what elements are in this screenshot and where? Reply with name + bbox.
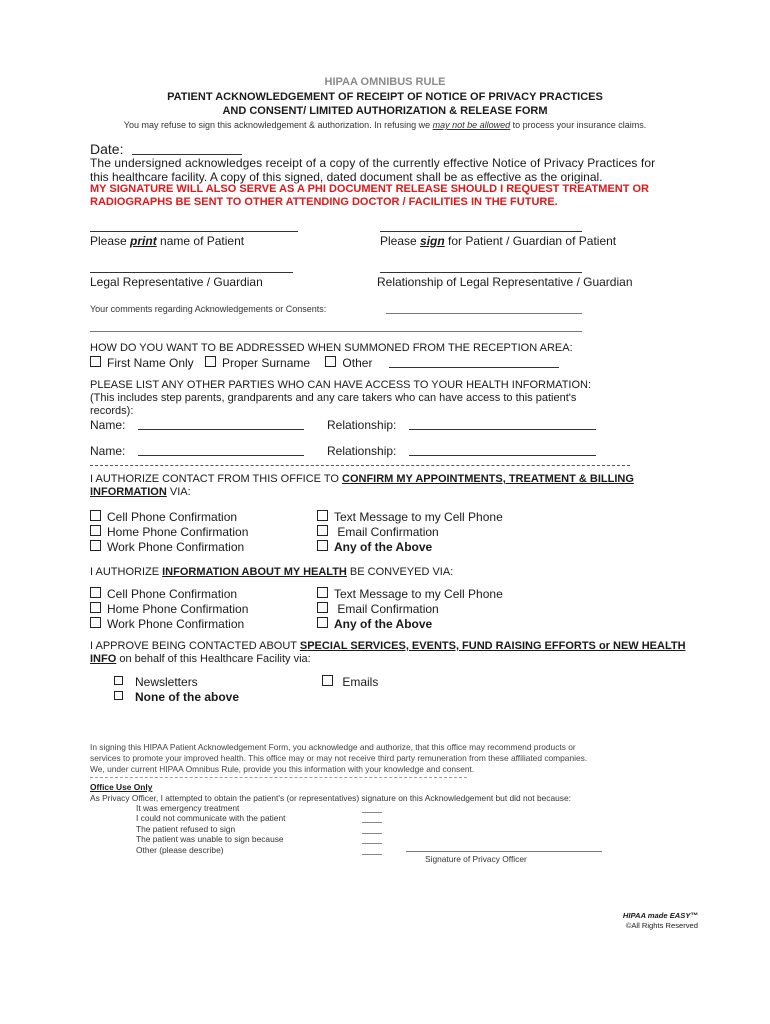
- checkbox[interactable]: [90, 617, 101, 628]
- checkbox[interactable]: [90, 525, 101, 536]
- parties-heading: PLEASE LIST ANY OTHER PARTIES WHO CAN HAVE ACCESS TO YOUR HEALTH INFORMATION:: [90, 379, 592, 391]
- reason-other-field[interactable]: [362, 854, 382, 855]
- patient-signature-field[interactable]: [380, 231, 582, 232]
- reason-refused-field[interactable]: [362, 833, 382, 834]
- reason-communicate: I could not communicate with the patient: [136, 813, 286, 823]
- health-intro: I AUTHORIZE INFORMATION ABOUT MY HEALTH BE CONVEYED VIA:: [90, 566, 454, 578]
- contact-any-option[interactable]: Any of the Above: [317, 540, 432, 554]
- footer-divider: [90, 777, 467, 778]
- contact-intro-end: INFORMATION VIA:: [90, 486, 191, 498]
- contact-home-option[interactable]: Home Phone Confirmation: [90, 525, 248, 539]
- signing-notice-line3: We, under current HIPAA Omnibus Rule, provide you this information with your knowledge and consent.: [90, 764, 475, 774]
- relationship-field[interactable]: [380, 272, 582, 273]
- checkbox[interactable]: [114, 691, 123, 700]
- comments-label: Your comments regarding Acknowledgements or Consents:: [90, 304, 327, 314]
- contact-cell-option[interactable]: Cell Phone Confirmation: [90, 510, 237, 524]
- form-rule-title: HIPAA OMNIBUS RULE: [324, 76, 446, 88]
- reason-other: Other (please describe): [136, 845, 224, 855]
- first-name-checkbox[interactable]: [90, 356, 101, 367]
- health-text-option[interactable]: Text Message to my Cell Phone: [317, 587, 503, 601]
- party2-relationship-label: Relationship:: [327, 444, 397, 458]
- comments-field[interactable]: [386, 313, 582, 314]
- checkbox[interactable]: [317, 602, 328, 613]
- other-checkbox[interactable]: [325, 356, 336, 367]
- party1-relationship-field[interactable]: [409, 429, 596, 430]
- other-label: Other: [342, 356, 373, 370]
- reason-unable-field[interactable]: [362, 843, 382, 844]
- party1-name-field[interactable]: [138, 429, 304, 430]
- party1-name-label: Name:: [90, 418, 126, 432]
- privacy-officer-signature-field[interactable]: [406, 851, 602, 852]
- intro-line1: The undersigned acknowledges receipt of a copy of the currently effective Notice of Privacy Practices for: [90, 156, 656, 170]
- intro-line2: this healthcare facility. A copy of this signed, dated document shall be as effective as the original.: [90, 170, 603, 184]
- checkbox[interactable]: [90, 602, 101, 613]
- emails-option[interactable]: Emails: [322, 675, 378, 689]
- signing-notice-line1: In signing this HIPAA Patient Acknowledgement Form, you acknowledge and authorize, that this office may recommend products or: [90, 742, 576, 752]
- newsletters-option[interactable]: Newsletters: [114, 675, 198, 689]
- address-options: [90, 356, 372, 370]
- checkbox[interactable]: [322, 675, 333, 686]
- reason-communicate-field[interactable]: [362, 822, 382, 823]
- section-divider: [90, 465, 630, 466]
- refusal-notice: You may refuse to sign this acknowledgement & authorization. In refusing we may not be allowed to process your insurance claims.: [123, 120, 647, 130]
- checkbox[interactable]: [317, 510, 328, 521]
- parties-note: (This includes step parents, grandparents and any care takers who can have access to this patient's: [90, 392, 577, 404]
- reason-emergency: It was emergency treatment: [136, 803, 240, 813]
- checkbox[interactable]: [90, 587, 101, 598]
- comments-field-line2[interactable]: [90, 331, 582, 332]
- print-name-label: Please print name of Patient: [90, 234, 245, 248]
- checkbox[interactable]: [90, 540, 101, 551]
- reason-emergency-field[interactable]: [362, 812, 382, 813]
- brand-name: HIPAA made EASY™: [622, 911, 698, 920]
- health-home-option[interactable]: Home Phone Confirmation: [90, 602, 248, 616]
- contact-work-option[interactable]: Work Phone Confirmation: [90, 540, 244, 554]
- special-intro-end: INFO on behalf of this Healthcare Facility via:: [90, 653, 311, 665]
- checkbox[interactable]: [317, 540, 328, 551]
- release-warning-line1: MY SIGNATURE WILL ALSO SERVE AS A PHI DOCUMENT RELEASE SHOULD I REQUEST TREATMENT OR: [90, 183, 649, 195]
- sign-label: Please sign for Patient / Guardian of Patient: [380, 234, 617, 248]
- parties-note-end: records):: [90, 405, 134, 417]
- party2-name-label: Name:: [90, 444, 126, 458]
- reason-refused: The patient refused to sign: [136, 824, 236, 834]
- health-any-option[interactable]: Any of the Above: [317, 617, 432, 631]
- health-cell-option[interactable]: Cell Phone Confirmation: [90, 587, 237, 601]
- reason-unable: The patient was unable to sign because: [136, 834, 284, 844]
- legal-rep-label: Legal Representative / Guardian: [90, 275, 263, 289]
- first-name-label: First Name Only: [107, 356, 194, 370]
- privacy-officer-signature-label: Signature of Privacy Officer: [425, 854, 527, 864]
- legal-rep-field[interactable]: [90, 272, 293, 273]
- date-field[interactable]: [132, 154, 242, 155]
- form-title-line2: AND CONSENT/ LIMITED AUTHORIZATION & RELEASE FORM: [222, 105, 548, 117]
- contact-email-option[interactable]: Email Confirmation: [317, 525, 439, 539]
- checkbox[interactable]: [317, 587, 328, 598]
- party2-relationship-field[interactable]: [409, 455, 596, 456]
- surname-checkbox[interactable]: [205, 356, 216, 367]
- checkbox[interactable]: [317, 617, 328, 628]
- signing-notice-line2: services to promote your improved health. This office may or may not receive third party remuneration from these affiliated companies.: [90, 753, 588, 763]
- form-title-line1: PATIENT ACKNOWLEDGEMENT OF RECEIPT OF NOTICE OF PRIVACY PRACTICES: [167, 91, 603, 103]
- checkbox[interactable]: [317, 525, 328, 536]
- contact-intro: I AUTHORIZE CONTACT FROM THIS OFFICE TO CONFIRM MY APPOINTMENTS, TREATMENT & BILLING: [90, 473, 634, 485]
- none-option[interactable]: None of the above: [114, 690, 239, 704]
- brand-rights: ©All Rights Reserved: [625, 921, 698, 930]
- relationship-label: Relationship of Legal Representative / Guardian: [377, 275, 633, 289]
- release-warning-line2: RADIOGRAPHS BE SENT TO OTHER ATTENDING DOCTOR / FACILITIES IN THE FUTURE.: [90, 196, 558, 208]
- patient-name-field[interactable]: [90, 231, 298, 232]
- office-use-intro: As Privacy Officer, I attempted to obtain the patient's (or representatives) signature on this Acknowledgement but did not because:: [90, 793, 571, 803]
- special-intro: I APPROVE BEING CONTACTED ABOUT SPECIAL SERVICES, EVENTS, FUND RAISING EFFORTS or NEW HEALTH: [90, 640, 686, 652]
- party1-relationship-label: Relationship:: [327, 418, 397, 432]
- date-label: Date:: [90, 141, 124, 157]
- health-work-option[interactable]: Work Phone Confirmation: [90, 617, 244, 631]
- contact-text-option[interactable]: Text Message to my Cell Phone: [317, 510, 503, 524]
- address-question: HOW DO YOU WANT TO BE ADDRESSED WHEN SUMMONED FROM THE RECEPTION AREA:: [90, 342, 573, 354]
- office-use-title: Office Use Only: [90, 782, 153, 792]
- party2-name-field[interactable]: [138, 455, 304, 456]
- checkbox[interactable]: [90, 510, 101, 521]
- checkbox[interactable]: [114, 676, 123, 685]
- other-field[interactable]: [389, 367, 559, 368]
- surname-label: Proper Surname: [222, 356, 311, 370]
- health-email-option[interactable]: Email Confirmation: [317, 602, 439, 616]
